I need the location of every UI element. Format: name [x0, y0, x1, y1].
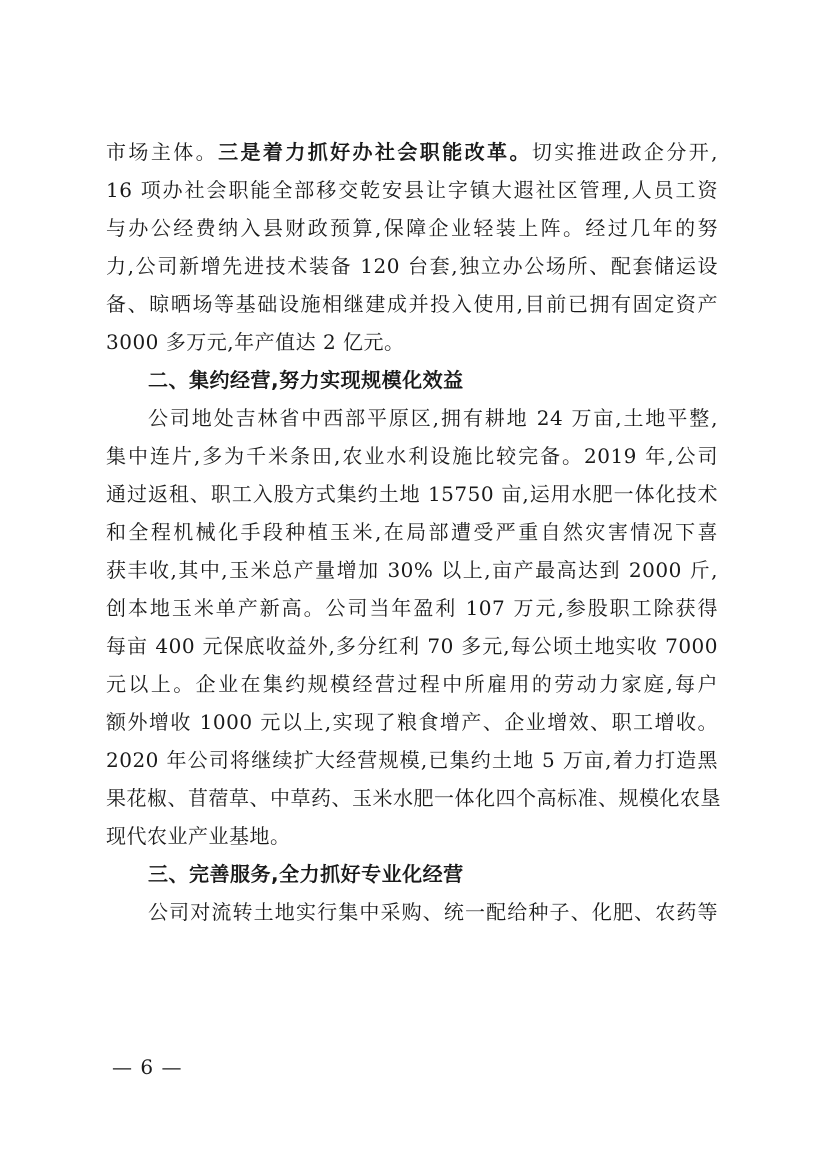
paragraph-2-line-12: 现代农业产业基地。 — [106, 824, 291, 848]
paragraph-2-line-8: 元以上。企业在集约规模经营过程中所雇用的劳动力家庭,每户 — [106, 672, 718, 696]
paragraph-2-line-1: 公司地处吉林省中西部平原区,拥有耕地 24 万亩,土地平整, — [148, 406, 718, 430]
text-run: 市场主体。 — [106, 140, 219, 164]
paragraph-1-line-3: 与办公经费纳入县财政预算,保障企业轻装上阵。经过几年的努 — [106, 216, 718, 240]
paragraph-2-line-7: 每亩 400 元保底收益外,多分红利 70 多元,每公顷土地实收 7000 — [106, 634, 718, 658]
paragraph-1-line-2: 16 项办社会职能全部移交乾安县让字镇大遐社区管理,人员工资 — [106, 178, 718, 202]
paragraph-1-line-6: 3000 多万元,年产值达 2 亿元。 — [106, 330, 405, 354]
paragraph-2-line-6: 创本地玉米单产新高。公司当年盈利 107 万元,参股职工除获得 — [106, 596, 718, 620]
paragraph-2-line-3: 通过返租、职工入股方式集约土地 15750 亩,运用水肥一体化技术 — [106, 482, 718, 506]
bold-emphasis: 三是着力抓好办社会职能改革。 — [218, 140, 532, 164]
paragraph-2-line-10: 2020 年公司将继续扩大经营规模,已集约土地 5 万亩,着力打造黑 — [106, 748, 718, 772]
paragraph-1-line-1 — [106, 133, 718, 171]
section-heading-2: 二、集约经营,努力实现规模化效益 — [148, 368, 464, 392]
section-heading-3: 三、完善服务,全力抓好专业化经营 — [148, 862, 464, 886]
paragraph-2-line-11: 果花椒、苜蓿草、中草药、玉米水肥一体化四个高标准、规模化农垦 — [106, 786, 721, 810]
paragraph-1-line-5: 备、晾晒场等基础设施相继建成并投入使用,目前已拥有固定资产 — [106, 292, 718, 316]
text-run: 切实推进政企分开, — [531, 140, 719, 164]
paragraph-2-line-4: 和全程机械化手段种植玉米,在局部遭受严重自然灾害情况下喜 — [106, 520, 718, 544]
document-body — [106, 133, 721, 931]
page-number: — 6 — — [112, 1055, 183, 1079]
paragraph-2-line-9: 额外增收 1000 元以上,实现了粮食增产、企业增效、职工增收。 — [106, 710, 718, 734]
paragraph-2-line-5: 获丰收,其中,玉米总产量增加 30% 以上,亩产最高达到 2000 斤, — [106, 558, 718, 582]
paragraph-1-line-4: 力,公司新增先进技术装备 120 台套,独立办公场所、配套储运设 — [106, 254, 718, 278]
paragraph-2-line-2: 集中连片,多为千米条田,农业水利设施比较完备。2019 年,公司 — [106, 444, 718, 468]
paragraph-3-line-1: 公司对流转土地实行集中采购、统一配给种子、化肥、农药等 — [148, 900, 718, 924]
